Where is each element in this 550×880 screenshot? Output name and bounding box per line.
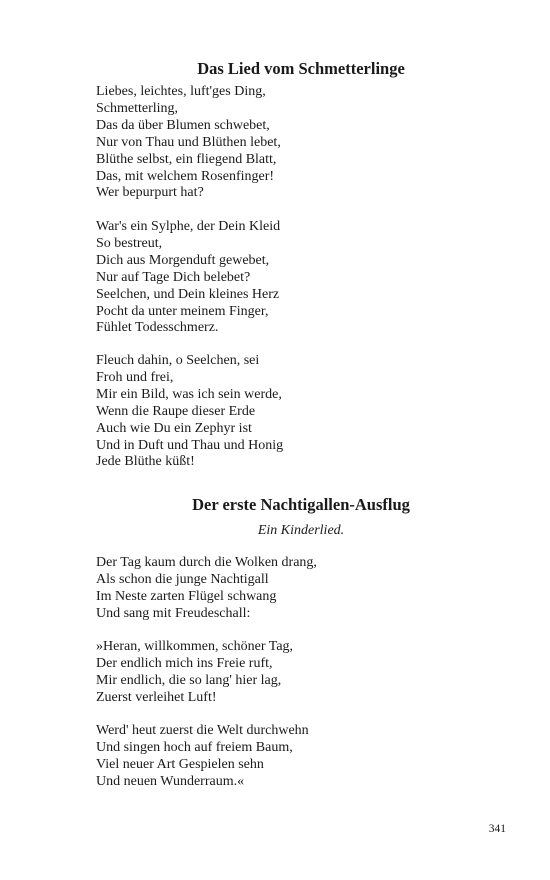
verse-line: Wer bepurpurt hat? — [96, 185, 204, 201]
verse-line: Werd' heut zuerst die Welt durchwehn — [96, 723, 309, 738]
verse-line: Der Tag kaum durch die Wolken drang, — [96, 555, 317, 570]
verse-line: Und neuen Wunderraum.« — [96, 773, 245, 789]
verse-line: Pocht da unter meinem Finger, — [96, 303, 269, 319]
verse-line: Liebes, leichtes, luft'ges Ding, — [96, 84, 266, 99]
verse-line: Mir endlich, die so lang' hier lag, — [96, 672, 282, 688]
verse-line: Der endlich mich ins Freie ruft, — [96, 655, 273, 671]
verse-line: Nur auf Tage Dich belebet? — [96, 269, 251, 285]
verse-line: Schmetterling, — [96, 100, 179, 116]
verse-line: Viel neuer Art Gespielen sehn — [96, 756, 264, 772]
verse-line: Im Neste zarten Flügel schwang — [96, 588, 277, 604]
verse-line: Seelchen, und Dein kleines Herz — [96, 286, 280, 302]
poem-subtitle: Ein Kinderlied. — [257, 523, 345, 538]
verse-line: »Heran, willkommen, schöner Tag, — [96, 639, 294, 654]
verse-line: Fühlet Todesschmerz. — [96, 320, 219, 336]
verse-line: Nur von Thau und Blüthen lebet, — [96, 134, 281, 150]
stanza — [96, 353, 516, 471]
verse-line: So bestreut, — [96, 235, 163, 251]
verse-line: Und in Duft und Thau und Honig — [96, 437, 284, 453]
stanza — [96, 219, 516, 337]
verse-line: Wenn die Raupe dieser Erde — [96, 403, 256, 419]
verse-line: Auch wie Du ein Zephyr ist — [96, 420, 252, 436]
verse-line: Als schon die junge Nachtigall — [96, 571, 269, 587]
verse-line: Zuerst verleihet Luft! — [96, 689, 217, 705]
verse-line: Das, mit welchem Rosenfinger! — [96, 168, 275, 184]
verse-line: Blüthe selbst, ein fliegend Blatt, — [96, 151, 277, 167]
stanza — [96, 723, 516, 791]
stanza — [96, 555, 516, 623]
verse-line: Fleuch dahin, o Seelchen, sei — [96, 353, 260, 368]
poem-title: Das Lied vom Schmetterlinge — [197, 59, 405, 78]
poem-title: Der erste Nachtigallen-Ausflug — [192, 495, 410, 514]
verse-line: Und sang mit Freudeschall: — [96, 605, 251, 621]
verse-line: Mir ein Bild, was ich sein werde, — [96, 386, 282, 402]
page-number: 341 — [488, 823, 506, 835]
verse-line: Jede Blüthe küßt! — [96, 454, 195, 470]
verse-line: Froh und frei, — [96, 369, 174, 385]
verse-line: Dich aus Morgenduft gewebet, — [96, 252, 270, 268]
stanza — [96, 84, 516, 202]
verse-line: War's ein Sylphe, der Dein Kleid — [96, 219, 281, 234]
verse-line: Und singen hoch auf freiem Baum, — [96, 739, 293, 755]
verse-line: Das da über Blumen schwebet, — [96, 117, 270, 133]
stanza — [96, 639, 516, 707]
